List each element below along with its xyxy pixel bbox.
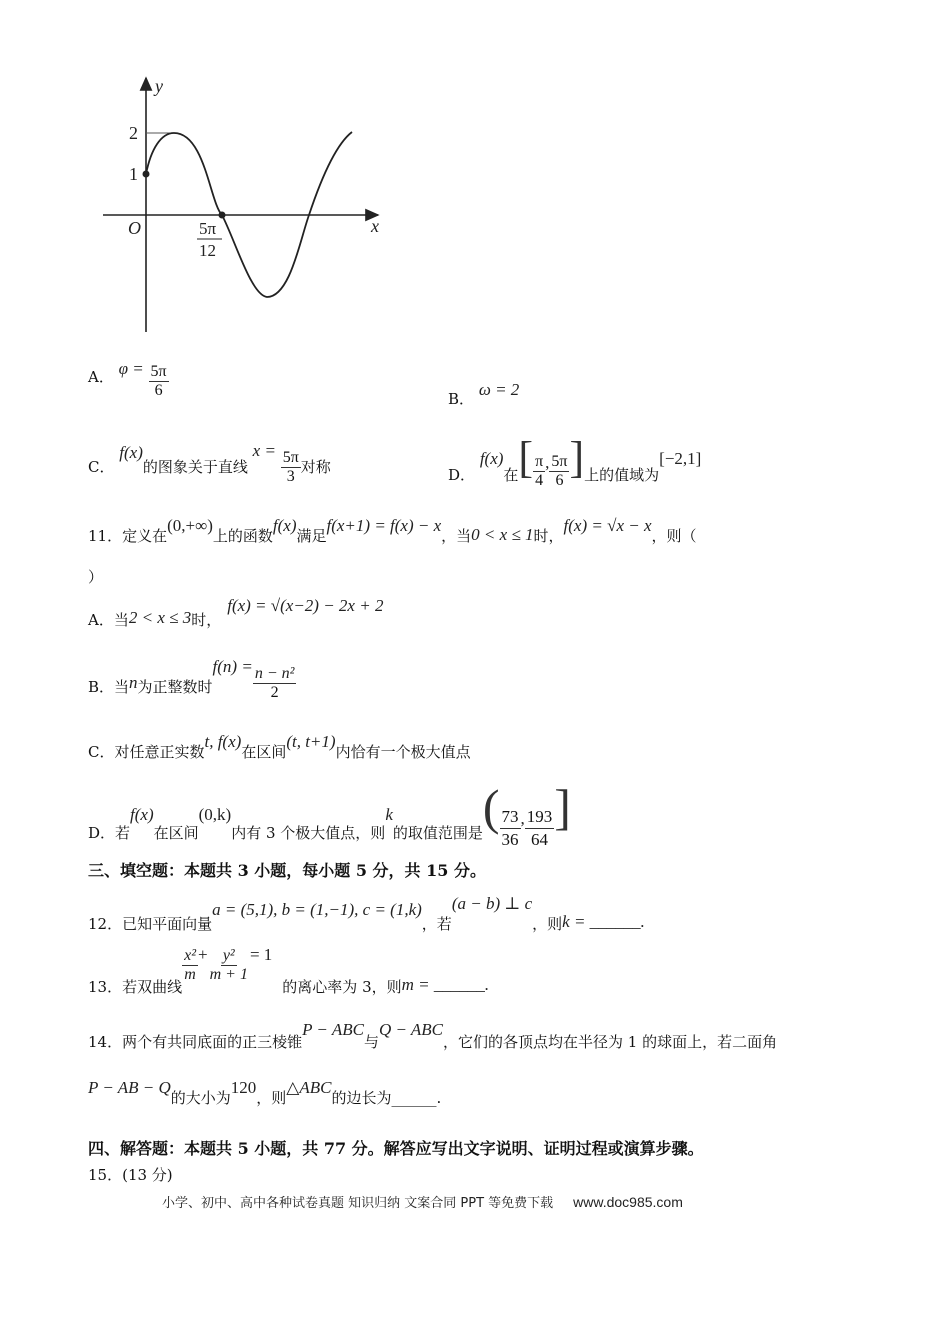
- math-fn: f(n) =: [212, 657, 253, 676]
- math-equation: f(x+1) = f(x) − x: [326, 516, 442, 535]
- option-letter: C．: [88, 458, 115, 476]
- math-n: n: [129, 673, 138, 692]
- fraction: $\frac{\text{x²}}{m}$: [184, 947, 196, 983]
- option-letter: D．: [448, 466, 476, 484]
- option-11c: C．对任意正实数t, f(x)在区间(t, t+1)内恰有一个极大值点: [88, 732, 471, 761]
- tick-label-1: 1: [129, 164, 138, 184]
- option-10a: [88, 354, 169, 400]
- fraction: $\frac{5\pi}{6}$: [551, 453, 568, 489]
- tick-label-2: 2: [129, 123, 138, 143]
- math-omega: ω = 2: [478, 380, 520, 399]
- math-range: [−2,1]: [659, 449, 702, 468]
- question-14-line-1: 14．两个有共同底面的正三棱锥P − ABC与Q − ABC，它们的各顶点均在半径为 1 的球面上，若二面角: [88, 1020, 778, 1051]
- function-graph: [95, 70, 395, 340]
- math-condition: 0 < x ≤ 1: [471, 525, 534, 544]
- math-pyramid-p: P − ABC: [302, 1020, 364, 1039]
- math-triangle: △ABC: [286, 1078, 332, 1097]
- math-fx: f(x): [130, 805, 154, 824]
- option-11b: B．当n为正整数时f(n) = $\frac{\text{n − n²}}{2}$: [88, 657, 295, 701]
- question-11-stem: 11．定义在(0,+∞)上的函数f(x)满足f(x+1) = f(x) − x，当0 < x ≤ 1时，f(x) = √x − x，则（: [88, 516, 697, 545]
- xtick-numerator: 5π: [199, 219, 217, 238]
- x-axis-label: x: [371, 216, 379, 236]
- question-13: 13．若双曲线 $\frac{\text{x²}}{m}$ + $\frac{\text{y²}}{m + 1}$ = 1的离心率为 3，则m = ______.: [88, 945, 490, 996]
- math-dihedral: P − AB − Q: [88, 1078, 171, 1097]
- xtick-denominator: 12: [199, 241, 216, 260]
- question-15: 15．(13 分): [88, 1166, 173, 1184]
- text: 对称: [300, 458, 331, 476]
- math-fx: f(x): [272, 516, 297, 535]
- origin-label: O: [128, 218, 141, 238]
- footer-text: 小学、初中、高中各种试卷真题 知识归纳 文案合同 PPT 等免费下载: [162, 1196, 554, 1211]
- math-fx: f(x): [479, 449, 504, 468]
- point-y-intercept: [143, 171, 150, 178]
- fraction: $\frac{73}{36}$: [501, 807, 519, 849]
- math-x: x =: [252, 441, 276, 460]
- left-bracket: [: [518, 433, 534, 482]
- math-domain: (0,+∞): [167, 516, 213, 535]
- page-footer: [162, 1192, 683, 1211]
- math-angle: 120: [230, 1078, 257, 1097]
- question-14-line-2: P − AB − Q的大小为120，则△ABC的边长为______.: [88, 1078, 442, 1107]
- option-letter: B．: [448, 390, 475, 408]
- text: 的图象关于直线: [142, 458, 248, 476]
- point-zero: [219, 212, 226, 219]
- text: 上的值域为: [584, 466, 660, 484]
- fraction: $\frac{5\pi}{6}$: [150, 363, 167, 399]
- right-bracket: ]: [554, 779, 571, 835]
- footer-link[interactable]: www.doc985.com: [573, 1194, 683, 1210]
- answer-blank: m = ______.: [401, 975, 490, 994]
- math-pyramid-q: Q − ABC: [378, 1020, 444, 1039]
- math-definition: f(x) = √x − x: [563, 516, 652, 535]
- left-paren: (: [482, 779, 500, 835]
- text: 在: [503, 466, 519, 484]
- math-perpendicular: (a − b) ⊥ c: [451, 894, 533, 913]
- option-11a: A．当2 < x ≤ 3时，f(x) = √(x−2) − 2x + 2: [88, 596, 384, 629]
- math-phi: φ =: [118, 359, 144, 378]
- option-11d: D．若f(x)在区间(0,k)内有 3 个极大值点，则k的取值范围是( $\frac{73}{36}$ , $\frac{193}{64}$ ]: [88, 779, 571, 849]
- math-k: k: [385, 805, 393, 824]
- option-10b: [448, 380, 519, 409]
- math-condition: 2 < x ≤ 3: [128, 608, 192, 627]
- section-4-heading: 四、解答题：本题共 5 小题，共 77 分。解答应写出文字说明、证明过程或演算步骤。: [88, 1139, 704, 1158]
- option-10c: [88, 438, 331, 486]
- fraction: $\frac{193}{64}$: [526, 807, 553, 849]
- math-interval: (0,k): [198, 805, 232, 824]
- math-expression: f(x) = √(x−2) − 2x + 2: [227, 596, 384, 615]
- option-10d: D． f(x)在[ $\frac{\pi}{4}$ , $\frac{5\pi}{6}$ ]上的值域为[−2,1]: [448, 433, 702, 489]
- answer-blank: k = ______.: [562, 912, 645, 931]
- math-fx: f(x): [119, 443, 143, 462]
- section-3-heading: 三、填空题：本题共 3 小题，每小题 5 分，共 15 分。: [88, 861, 486, 880]
- math-vars: t, f(x): [204, 732, 242, 751]
- math-interval: (t, t+1): [286, 732, 336, 751]
- fraction: $\frac{\pi}{4}$: [535, 453, 544, 489]
- right-bracket: ]: [569, 433, 585, 482]
- fraction: $\frac{\text{y²}}{m + 1}$: [209, 947, 248, 983]
- y-axis-label: y: [155, 76, 163, 96]
- fraction: $\frac{5\pi}{3}$: [282, 449, 299, 485]
- math-vectors: a = (5,1), b = (1,−1), c = (1,k): [212, 900, 422, 919]
- option-letter: A．: [88, 368, 114, 386]
- question-11-close: ）: [88, 568, 104, 586]
- question-12: 12．已知平面向量a = (5,1), b = (1,−1), c = (1,k)，若(a − b) ⊥ c，则k = ______.: [88, 894, 645, 933]
- fraction: $\frac{\text{n − n²}}{2}$: [254, 665, 295, 701]
